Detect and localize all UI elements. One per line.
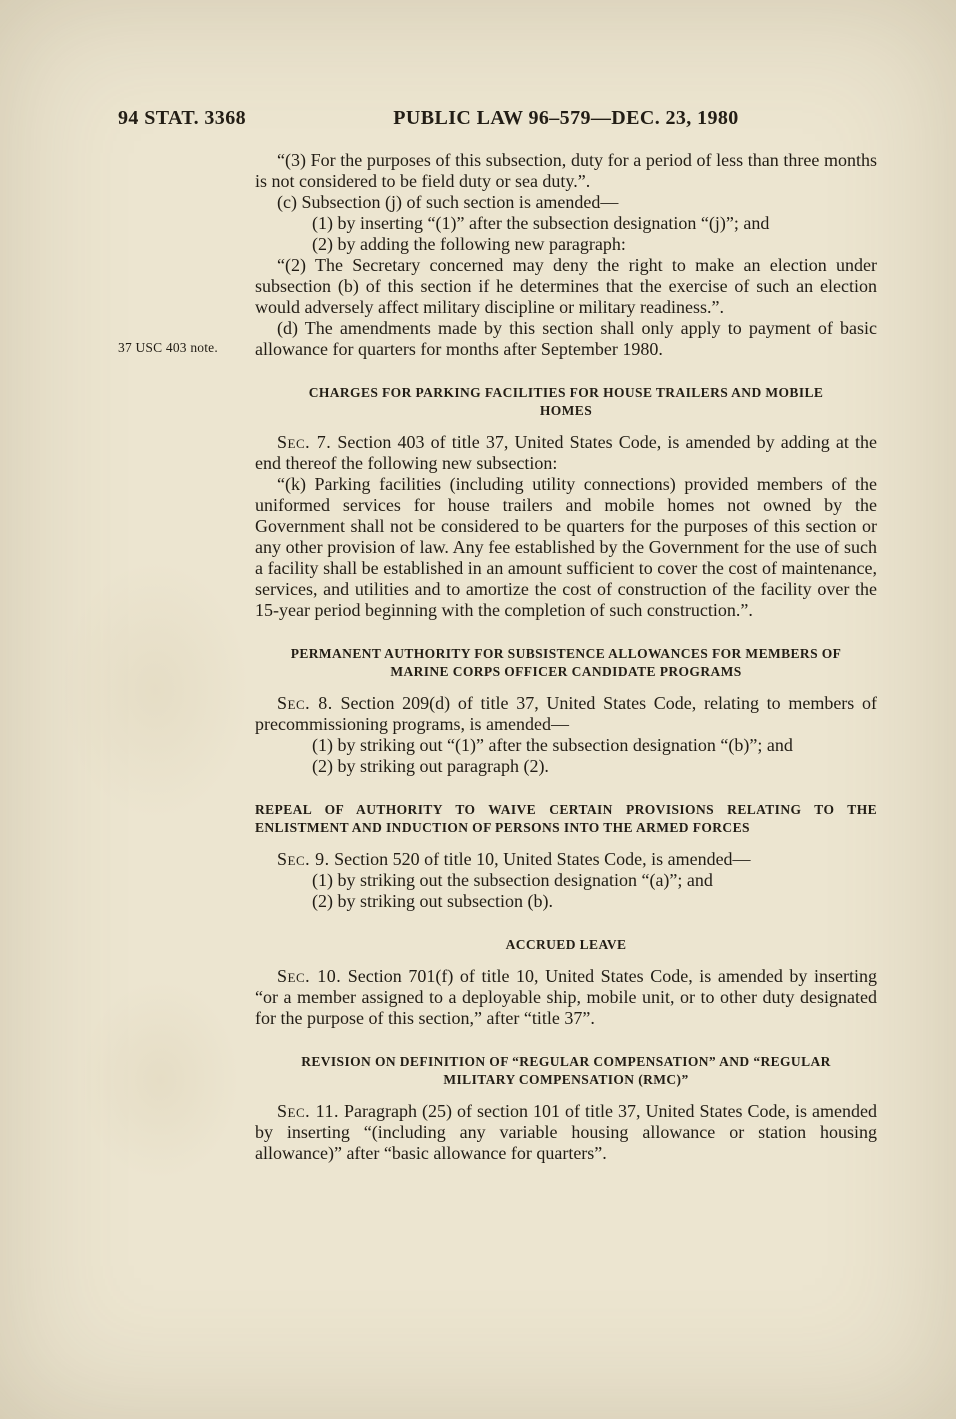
section-8-item-1: (1) by striking out “(1)” after the subsection designation “(b)”; and: [312, 735, 793, 755]
subsection-c: (c) Subsection (j) of such section is amended—: [277, 192, 619, 212]
section-11-text: Paragraph (25) of section 101 of title 37, United States Code, is amended by inserting “(including any variable housing allowance or station housing allowance)” after “basic allowance for quarters”.: [255, 1101, 877, 1163]
margin-note-usc: 37 USC 403 note.: [118, 340, 218, 355]
section-8-label: Sec. 8.: [277, 693, 333, 713]
law-title: PUBLIC LAW 96–579—DEC. 23, 1980: [393, 107, 739, 129]
heading-regular-compensation: REVISION ON DEFINITION OF “REGULAR COMPENSATION” AND “REGULAR MILITARY COMPENSATION (RMC)”: [301, 1054, 831, 1087]
quoted-paragraph-3: “(3) For the purposes of this subsection, duty for a period of less than three months is not considered to be field duty or sea duty.”.: [255, 150, 877, 191]
section-10-label: Sec. 10.: [277, 966, 342, 986]
section-8-paragraph: [255, 693, 877, 735]
section-10-text: Section 701(f) of title 10, United States Code, is amended by inserting “or a member assigned to a deployable ship, mobile unit, or to other duty designated for the purpose of this section,” after “title 37”.: [255, 966, 877, 1028]
heading-subsistence-allowances: PERMANENT AUTHORITY FOR SUBSISTENCE ALLOWANCES FOR MEMBERS OF MARINE CORPS OFFICER CANDIDATE PROGRAMS: [290, 646, 842, 679]
section-11-paragraph: [255, 1101, 877, 1164]
section-9-paragraph: [255, 849, 877, 870]
section-9-item-2: (2) by striking out subsection (b).: [312, 891, 553, 911]
stat-page-number: 94 STAT. 3368: [118, 107, 246, 129]
heading-repeal-waiver: REPEAL OF AUTHORITY TO WAIVE CERTAIN PROVISIONS RELATING TO THE ENLISTMENT AND INDUCTION OF PERSONS INTO THE ARMED FORCES: [255, 802, 877, 835]
section-7-paragraph: [255, 432, 877, 474]
subsection-c-item-2: (2) by adding the following new paragraph:: [312, 234, 626, 254]
section-7-text: Section 403 of title 37, United States Code, is amended by adding at the end thereof the following new subsection:: [255, 432, 878, 473]
section-7-label: Sec. 7.: [277, 432, 332, 452]
section-10-paragraph: [255, 966, 877, 1029]
quoted-paragraph-k: “(k) Parking facilities (including utility connections) provided members of the uniformed services for house trailers and mobile homes not owned by the Government shall not be considered to be quarters for the purposes of this section or any other provision of law. Any fee established by the Government for the use of such a facility shall be established in an amount sufficient to cover the cost of maintenance, services, and utilities and to amortize the cost of construction of the facility over the 15-year period beginning with the completion of such construction.”.: [255, 474, 877, 620]
section-9-text: Section 520 of title 10, United States Code, is amended—: [329, 849, 751, 869]
subsection-c-item-1: (1) by inserting “(1)” after the subsection designation “(j)”; and: [312, 213, 770, 233]
quoted-paragraph-2: “(2) The Secretary concerned may deny the right to make an election under subsection (b) of this section if he determines that the exercise of such an election would adversely affect military discipline or military readiness.”.: [255, 255, 877, 317]
statute-text-column: [255, 150, 877, 1164]
paper-stain: [80, 980, 240, 1180]
section-9-label: Sec. 9.: [277, 849, 330, 869]
section-8-text: Section 209(d) of title 37, United States Code, relating to members of precommissioning programs, is amended—: [255, 693, 877, 734]
section-8-item-2: (2) by striking out paragraph (2).: [312, 756, 549, 776]
paper-stain: [60, 560, 250, 820]
heading-parking-facilities: CHARGES FOR PARKING FACILITIES FOR HOUSE TRAILERS AND MOBILE HOMES: [308, 385, 824, 418]
subsection-d: (d) The amendments made by this section shall only apply to payment of basic allowance for quarters for months after September 1980.: [255, 318, 877, 359]
section-9-item-1: (1) by striking out the subsection designation “(a)”; and: [312, 870, 713, 890]
heading-accrued-leave: ACCRUED LEAVE: [505, 937, 627, 952]
section-11-label: Sec. 11.: [277, 1101, 339, 1121]
